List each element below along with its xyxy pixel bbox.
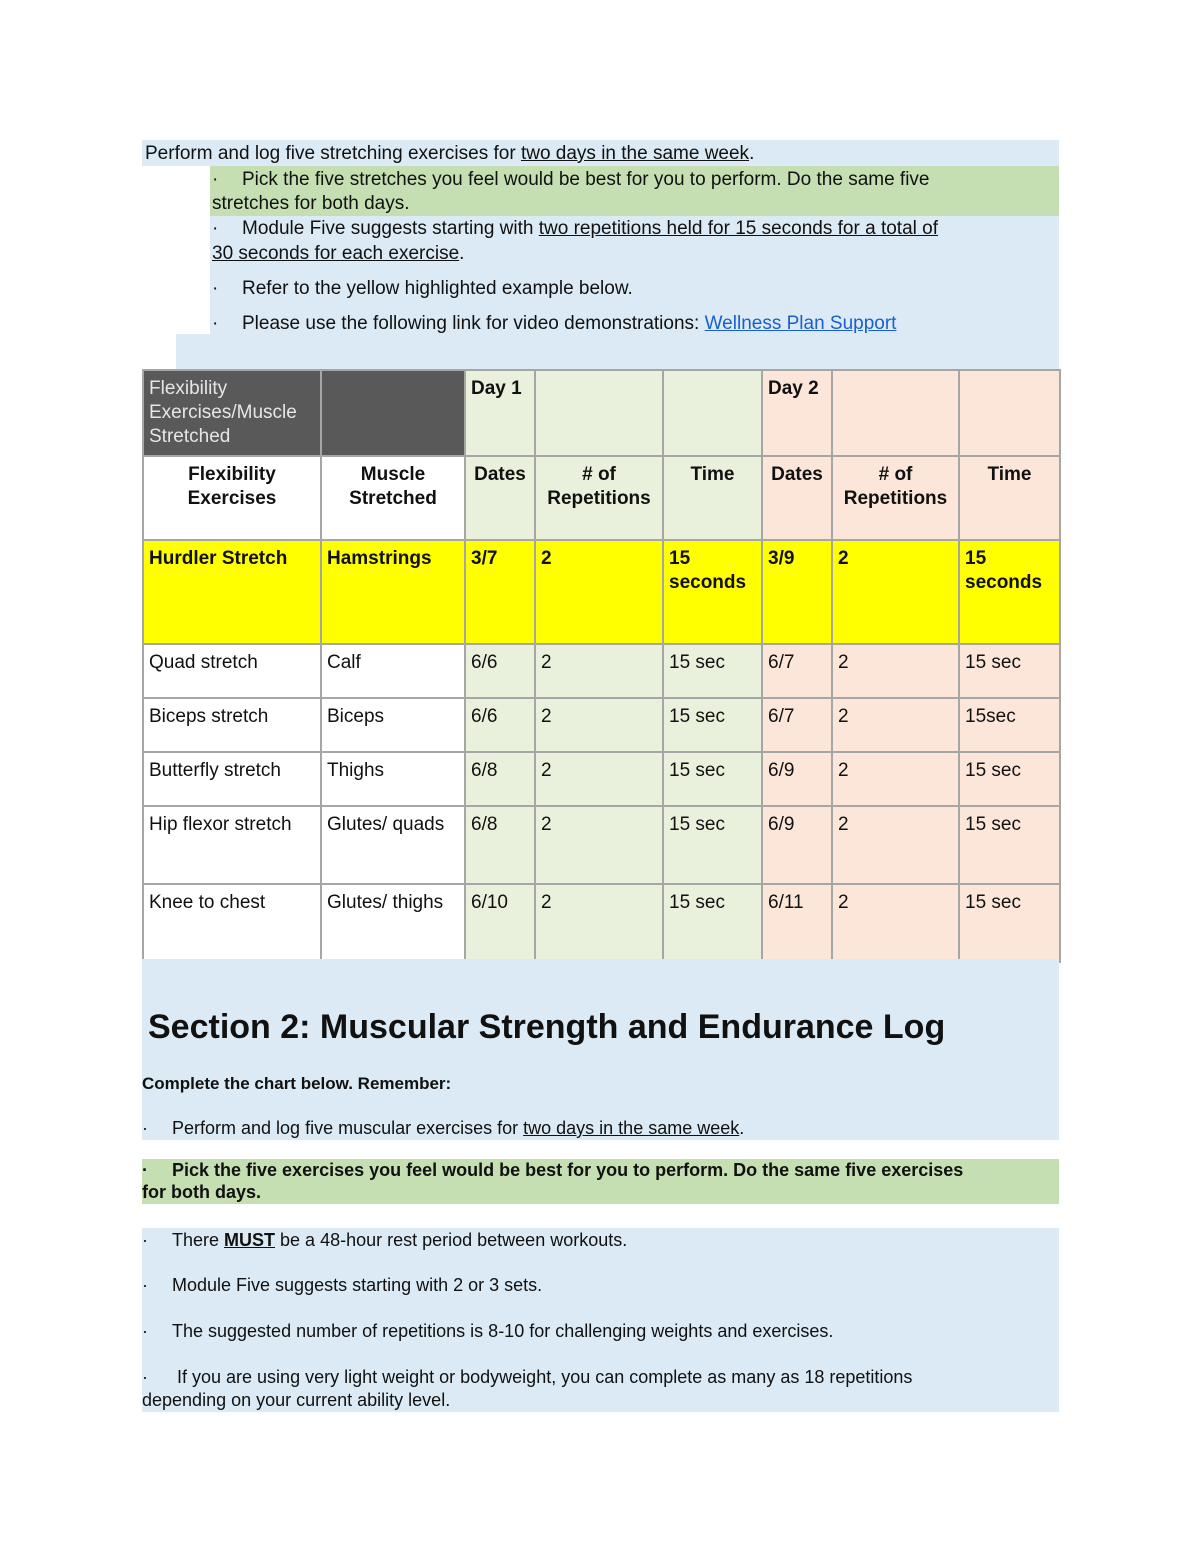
table-cell: 3/9 <box>762 540 832 644</box>
bullet-module-five: · Module Five suggests starting with two repetitions held for 15 seconds for a total of <box>212 218 938 239</box>
table-cell: 15 sec <box>959 806 1060 884</box>
table-cell: 15 sec <box>959 752 1060 806</box>
section2-bullet-log: · Perform and log five muscular exercises for two days in the same week. <box>142 1118 745 1138</box>
header-day2-blank-2 <box>959 370 1060 456</box>
header-day-2: Day 2 <box>762 370 832 456</box>
col-day2-repetitions: # of Repetitions <box>832 456 959 540</box>
table-cell: 15 sec <box>959 884 1060 962</box>
table-cell: 2 <box>832 806 959 884</box>
flexibility-log-table <box>142 369 1061 963</box>
table-cell: 2 <box>535 540 663 644</box>
table-row <box>143 752 1060 806</box>
table-cell: 2 <box>535 698 663 752</box>
header-day1-blank-2 <box>663 370 762 456</box>
table-cell: Knee to chest <box>143 884 321 962</box>
col-flexibility-exercises: Flexibility Exercises <box>143 456 321 540</box>
table-cell: 6/6 <box>465 644 535 698</box>
table-cell: 6/8 <box>465 752 535 806</box>
table-cell: 15 sec <box>663 698 762 752</box>
bullet-module-five-cont: 30 seconds for each exercise. <box>212 243 465 264</box>
table-cell: 15 sec <box>663 806 762 884</box>
section2-complete-chart: Complete the chart below. Remember: <box>142 1074 452 1093</box>
section2-bullet-pick: · Pick the five exercises you feel would be best for you to perform. Do the same five exercises <box>142 1160 964 1180</box>
section2-background-top <box>142 959 1059 1140</box>
table-cell: 6/9 <box>762 806 832 884</box>
table-cell: 6/11 <box>762 884 832 962</box>
table-cell: Glutes/ thighs <box>321 884 465 962</box>
table-cell: Hip flexor stretch <box>143 806 321 884</box>
table-top-header-row <box>143 370 1060 456</box>
table-cell: 6/7 <box>762 644 832 698</box>
col-day1-repetitions: # of Repetitions <box>535 456 663 540</box>
table-cell: 15sec <box>959 698 1060 752</box>
table-cell: 2 <box>535 806 663 884</box>
bullet-refer-example: · Refer to the yellow highlighted example below. <box>212 278 633 299</box>
table-cell: 2 <box>535 884 663 962</box>
table-cell: 6/6 <box>465 698 535 752</box>
table-cell: 2 <box>832 644 959 698</box>
table-cell: Biceps stretch <box>143 698 321 752</box>
header-day-1: Day 1 <box>465 370 535 456</box>
section2-bullet-light-weight: · If you are using very light weight or bodyweight, you can complete as many as 18 repetitions <box>142 1367 913 1387</box>
section2-bullet-sets: · Module Five suggests starting with 2 or 3 sets. <box>142 1275 543 1295</box>
header-day2-blank-1 <box>832 370 959 456</box>
table-cell: 6/8 <box>465 806 535 884</box>
table-cell: 2 <box>832 540 959 644</box>
table-cell: Hurdler Stretch <box>143 540 321 644</box>
section2-bullet-pick-cont: for both days. <box>142 1182 262 1202</box>
table-row <box>143 644 1060 698</box>
table-cell: 6/9 <box>762 752 832 806</box>
section2-bullet-repetitions: · The suggested number of repetitions is 8-10 for challenging weights and exercises. <box>142 1321 834 1341</box>
intro-line: Perform and log five stretching exercises for two days in the same week. <box>145 143 755 164</box>
col-day1-dates: Dates <box>465 456 535 540</box>
table-row <box>143 884 1060 962</box>
table-row-example <box>143 540 1060 644</box>
col-day1-time: Time <box>663 456 762 540</box>
table-cell: 15 sec <box>663 752 762 806</box>
table-cell: 2 <box>535 644 663 698</box>
bullet-video-link: · Please use the following link for video demonstrations: Wellness Plan Support <box>212 313 897 334</box>
table-cell: Calf <box>321 644 465 698</box>
table-cell: 15 seconds <box>959 540 1060 644</box>
header-day1-blank-1 <box>535 370 663 456</box>
table-cell: 15 sec <box>663 884 762 962</box>
bullet-pick-stretches-cont: stretches for both days. <box>212 193 410 214</box>
table-cell: Glutes/ quads <box>321 806 465 884</box>
section2-bullet-rest: · There MUST be a 48-hour rest period between workouts. <box>142 1230 628 1250</box>
table-cell: 6/7 <box>762 698 832 752</box>
header-exercises-muscle: Flexibility Exercises/Muscle Stretched <box>143 370 321 456</box>
table-cell: Quad stretch <box>143 644 321 698</box>
table-cell: 15 sec <box>663 644 762 698</box>
col-day2-dates: Dates <box>762 456 832 540</box>
col-muscle-stretched: Muscle Stretched <box>321 456 465 540</box>
table-column-header-row <box>143 456 1060 540</box>
table-cell: Hamstrings <box>321 540 465 644</box>
table-cell: 6/10 <box>465 884 535 962</box>
table-cell: 3/7 <box>465 540 535 644</box>
table-cell: 2 <box>832 752 959 806</box>
table-row <box>143 698 1060 752</box>
table-cell: Thighs <box>321 752 465 806</box>
table-cell: 2 <box>832 884 959 962</box>
table-cell: 2 <box>535 752 663 806</box>
pre-table-background <box>176 334 1059 369</box>
col-day2-time: Time <box>959 456 1060 540</box>
section2-bullet-light-weight-cont: depending on your current ability level. <box>142 1390 451 1410</box>
section2-title: Section 2: Muscular Strength and Endurance Log <box>148 1008 946 1046</box>
table-cell: 15 sec <box>959 644 1060 698</box>
header-blank <box>321 370 465 456</box>
table-row <box>143 806 1060 884</box>
wellness-plan-support-link[interactable]: Wellness Plan Support <box>704 313 897 334</box>
table-cell: Butterfly stretch <box>143 752 321 806</box>
bullet-pick-stretches: · Pick the five stretches you feel would be best for you to perform. Do the same five <box>212 169 930 190</box>
table-cell: 15 seconds <box>663 540 762 644</box>
table-cell: Biceps <box>321 698 465 752</box>
table-cell: 2 <box>832 698 959 752</box>
